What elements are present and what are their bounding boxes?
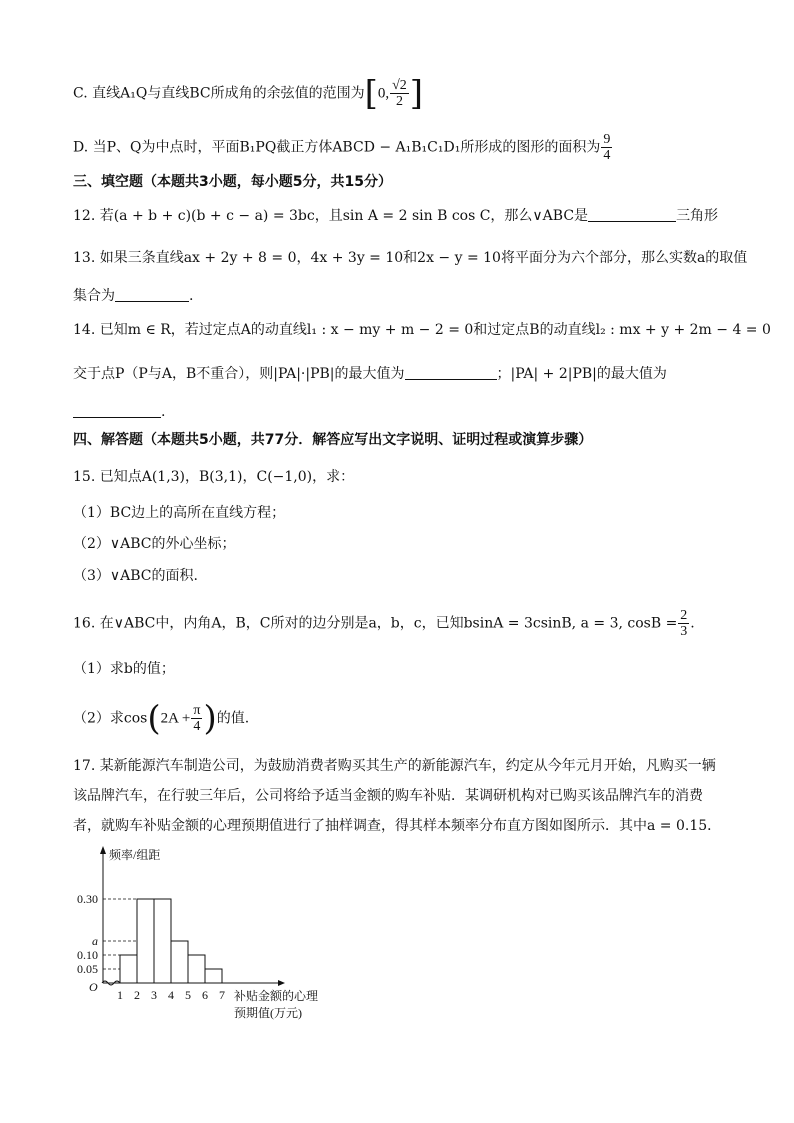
q12-answer-blank[interactable] xyxy=(588,207,676,222)
question-15: 15. 已知点A(1,3)，B(3,1)，C(−1,0)，求： xyxy=(73,469,355,485)
question-17-line-2: 该品牌汽车，在行驶三年后，公司将给予适当金额的购车补贴．某调研机构对已购买该品牌汽车的消费 xyxy=(73,788,703,804)
interval-lower: 0, xyxy=(377,85,390,102)
q13-prefix: 集合为 xyxy=(73,288,115,304)
frac-num: π xyxy=(193,703,201,718)
frac-den: 4 xyxy=(193,719,201,734)
left-bracket: [ xyxy=(364,73,378,114)
question-13-cont xyxy=(73,286,193,306)
histogram-bar xyxy=(154,899,171,983)
y-tick-label: 0.05 xyxy=(77,962,98,976)
y-tick-label: 0.30 xyxy=(77,892,98,906)
x-tick-label: 5 xyxy=(185,988,191,1002)
frac-den: 4 xyxy=(603,148,611,163)
frac-den: 3 xyxy=(680,624,688,639)
option-d xyxy=(73,132,613,163)
left-paren: ( xyxy=(147,698,161,739)
x-tick-label: 2 xyxy=(134,988,140,1002)
section-3-heading: 三、填空题（本题共3小题，每小题5分，共15分） xyxy=(73,174,392,190)
right-bracket: ] xyxy=(409,73,424,114)
pi-over-4 xyxy=(191,703,202,734)
frac-num: 2 xyxy=(680,608,688,623)
question-17-line-1: 17. 某新能源汽车制造公司，为鼓励消费者购买其生产的新能源汽车，约定从今年元月开始，凡购买一辆 xyxy=(73,758,716,774)
q12-text: 12. 若(a + b + c)(b + c − a) = 3bc，且sin A = 2 sin B cos C，那么∨ABC是 xyxy=(73,208,589,224)
q16-2-prefix: （2）求cos xyxy=(73,710,148,727)
histogram-bar xyxy=(205,969,222,983)
q16-2-expr: 2A + xyxy=(160,710,191,727)
question-15-part-1: （1）BC边上的高所在直线方程； xyxy=(73,505,286,521)
question-14: 14. 已知m ∈ R，若过定点A的动直线l₁ : x − my + m − 2 = 0和过定点B的动直线l₂ : mx + y + 2m − 4 = 0 xyxy=(73,322,771,338)
option-d-text: D. 当P、Q为中点时，平面B₁PQ截正方体ABCD − A₁B₁C₁D₁所形成的图形的面积为 xyxy=(73,139,601,156)
option-c-text: C. 直线A₁Q与直线BC所成角的余弦值的范围为 xyxy=(73,85,365,102)
q14-end: . xyxy=(161,404,166,420)
frac-den: 2 xyxy=(395,94,403,109)
question-15-part-2: （2）∨ABC的外心坐标； xyxy=(73,536,236,552)
frac-num: √2 xyxy=(392,78,407,93)
frac-num: 9 xyxy=(603,132,611,147)
x-axis-label-line-1: 补贴金额的心理 xyxy=(234,989,319,1003)
x-tick-label: 1 xyxy=(117,988,123,1002)
x-axis-label-line-2: 预期值(万元) xyxy=(234,1006,302,1020)
y-tick-label: 0.10 xyxy=(77,948,98,962)
histogram-bar xyxy=(188,955,205,983)
question-14-cont2 xyxy=(73,402,165,422)
two-thirds xyxy=(678,608,689,639)
x-tick-label: 4 xyxy=(168,988,174,1002)
nine-quarters xyxy=(601,132,612,163)
q12-suffix: 三角形 xyxy=(676,208,719,224)
sqrt2-over-2 xyxy=(390,78,409,109)
y-axis-arrow xyxy=(100,846,106,854)
q13-end: . xyxy=(189,288,194,304)
question-13: 13. 如果三条直线ax + 2y + 8 = 0，4x + 3y = 10和2x − y = 10将平面分为六个部分，那么实数a的取值 xyxy=(73,250,748,266)
y-tick-label: a xyxy=(92,934,98,948)
option-c xyxy=(73,73,424,114)
histogram-svg xyxy=(66,842,366,1027)
question-12 xyxy=(73,206,718,226)
x-tick-label: 3 xyxy=(151,988,157,1002)
frequency-histogram xyxy=(66,842,366,1027)
y-axis-label: 频率/组距 xyxy=(109,848,161,862)
origin-label: O xyxy=(89,980,98,994)
q14-text-2: ；|PA| + 2|PB|的最大值为 xyxy=(496,366,667,382)
q16-2-suffix: 的值. xyxy=(216,710,250,727)
section-4-heading: 四、解答题（本题共5小题，共77分．解答应写出文字说明、证明过程或演算步骤） xyxy=(73,432,593,448)
q14-text-1: 交于点P（P与A，B不重合），则|PA|·|PB|的最大值为 xyxy=(73,366,405,382)
question-16 xyxy=(73,608,695,639)
q13-answer-blank[interactable] xyxy=(115,287,189,302)
q14-answer-blank-1[interactable] xyxy=(405,365,497,380)
histogram-bar xyxy=(171,941,188,983)
question-17-line-3: 者，就购车补贴金额的心理预期值进行了抽样调查，得其样本频率分布直方图如图所示．其中a = 0.15． xyxy=(73,818,722,834)
q16-text: 16. 在∨ABC中，内角A，B，C所对的边分别是a，b，c，已知bsinA = 3csinB, a = 3, cosB = xyxy=(73,615,678,632)
question-16-part-2 xyxy=(73,698,250,739)
right-paren: ) xyxy=(203,698,217,739)
q14-answer-blank-2[interactable] xyxy=(73,403,161,418)
question-14-cont xyxy=(73,364,667,384)
question-16-part-1: （1）求b的值； xyxy=(73,661,175,677)
x-tick-label: 7 xyxy=(219,988,225,1002)
histogram-bar xyxy=(120,955,137,983)
x-axis-arrow xyxy=(278,980,285,986)
question-15-part-3: （3）∨ABC的面积. xyxy=(73,568,198,584)
q16-end: . xyxy=(690,615,695,632)
histogram-bar xyxy=(137,899,154,983)
x-tick-label: 6 xyxy=(202,988,208,1002)
